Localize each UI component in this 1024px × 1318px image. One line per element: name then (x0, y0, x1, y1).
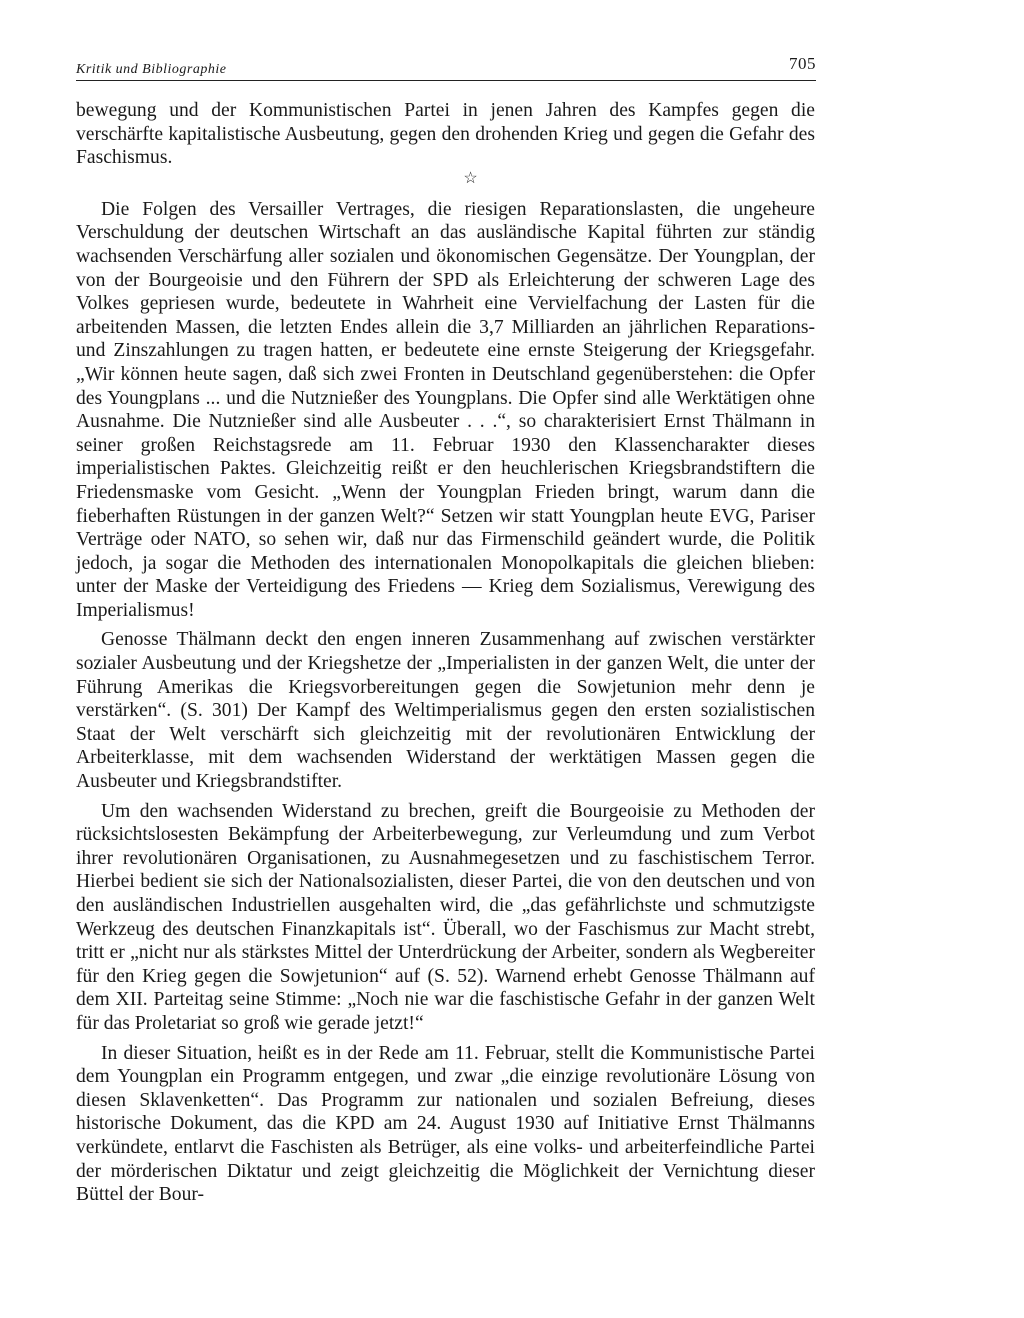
header-rule (76, 80, 816, 81)
paragraph-continuation: bewegung und der Kommunistischen Partei in jenen Jahren des Kampfes gegen die verschärfte kapitalistische Ausbeutung, gegen den drohenden Krieg und gegen die Gefahr des Faschismus. (76, 100, 815, 169)
paragraph-widerstand: Um den wachsenden Widerstand zu brechen, greift die Bourgeoisie zu Methoden der rücksichtslosesten Bekämpfung der Arbeiterbewegung, zur Verleumdung und zum Verbot ihrer revolutionären Organisationen, zu Ausnahmegesetzen und zu faschistischem Terror. Hierbei bedient sie sich der Nationalsozialisten, dieser Partei, die von den deutschen und von den ausländischen Industriellen ausgehalten wird, die „das gefährlichste und schmutzigste Werkzeug des deutschen Finanzkapitals ist“. Überall, wo der Faschismus zur Macht strebt, tritt er „nicht nur als stärkstes Mittel der Unterdrückung der Arbeiter, sondern als Wegbereiter für den Krieg gegen die Sowjetunion“ auf (S. 52). Warnend erhebt Genosse Thälmann auf dem XII. Parteitag seine Stimme: „Noch nie war die faschistische Gefahr in der ganzen Welt für das Proletariat so groß wie gerade jetzt!“ (76, 800, 815, 1034)
paragraph-thaelmann: Genosse Thälmann deckt den engen inneren Zusammenhang auf zwischen verstärkter sozialer Ausbeutung und der Kriegshetze der „Imperialisten in der ganzen Welt, die unter der Führung Amerikas die Kriegsvorbereitungen gegen die Sowjetunion mehr denn je verstärken“. (S. 301) Der Kampf des Weltimperialismus gegen den ersten sozialistischen Staat der Welt verschärft sich gleichzeitig mit der revolutionären Entwicklung der Arbeiterklasse, mit dem wachsenden Widerstand der werktätigen Massen gegen die Ausbeuter und Kriegsbrandstifter. (76, 629, 815, 793)
running-title: Kritik und Bibliographie (76, 62, 227, 77)
paragraph-versailles: Die Folgen des Versailler Vertrages, die riesigen Reparationslasten, die ungeheure Verschuldung der deutschen Wirtschaft an das ausländische Kapital führten zur ständig wachsenden Verschärfung aller sozialen und ökonomischen Gegensätze. Der Youngplan, der von der Bourgeoisie und den Führern der SPD als Erleichterung der schweren Lage des Volkes gepriesen wurde, bedeutete in Wahrheit eine Vervielfachung der Lasten für die arbeitenden Massen, die letzten Endes allein die 3,7 Milliarden an jährlichen Reparations- und Zinszahlungen zu tragen hatten, er bedeutete eine ernste Steigerung der Kriegsgefahr. „Wir können heute sagen, daß sich zwei Fronten in Deutschland gegenüberstehen: die Opfer des Youngplans ... und die Nutznießer des Youngplans. Die Opfer sind alle Werktätigen ohne Ausnahme. Die Nutznießer sind alle Ausbeuter . . .“, so charakterisiert Ernst Thälmann in seiner großen Reichstagsrede am 11. Februar 1930 den Klassencharakter dieses imperialistischen Paktes. Gleichzeitig reißt er den heuchlerischen Kriegsbrandstiftern die Friedensmaske vom Gesicht. „Wenn der Youngplan Frieden bringt, warum dann die fieberhaften Rüstungen in der ganzen Welt?“ Setzen wir statt Youngplan heute EVG, Pariser Verträge oder NATO, so sehen wir, daß nur das Firmenschild geändert wurde, die Politik jedoch, ja sogar die Methoden des internationalen Monopolkapitals die gleichen blieben: unter der Maske der Verteidigung des Friedens — Krieg dem Sozialismus, Verewigung des Imperialismus! (76, 198, 815, 621)
paragraph-situation: In dieser Situation, heißt es in der Rede am 11. Februar, stellt die Kommunistische Partei dem Youngplan ein Programm entgegen, und zwar „die einzige revolutionäre Lösung von diesen Sklavenketten“. Das Programm zur nationalen und sozialen Befreiung, dieses historische Dokument, das die KPD am 24. August 1930 auf Initiative Ernst Thälmanns verkündete, entlarvt die Faschisten als Betrüger, als eine volks- und arbeiterfeindliche Partei der mörderischen Diktatur und zeigt gleichzeitig die Möglichkeit der Vernichtung dieser Büttel der Bour- (76, 1042, 815, 1206)
body-text (76, 99, 815, 1207)
page-number: 705 (789, 54, 816, 73)
section-divider-star-icon: ☆ (463, 169, 478, 187)
